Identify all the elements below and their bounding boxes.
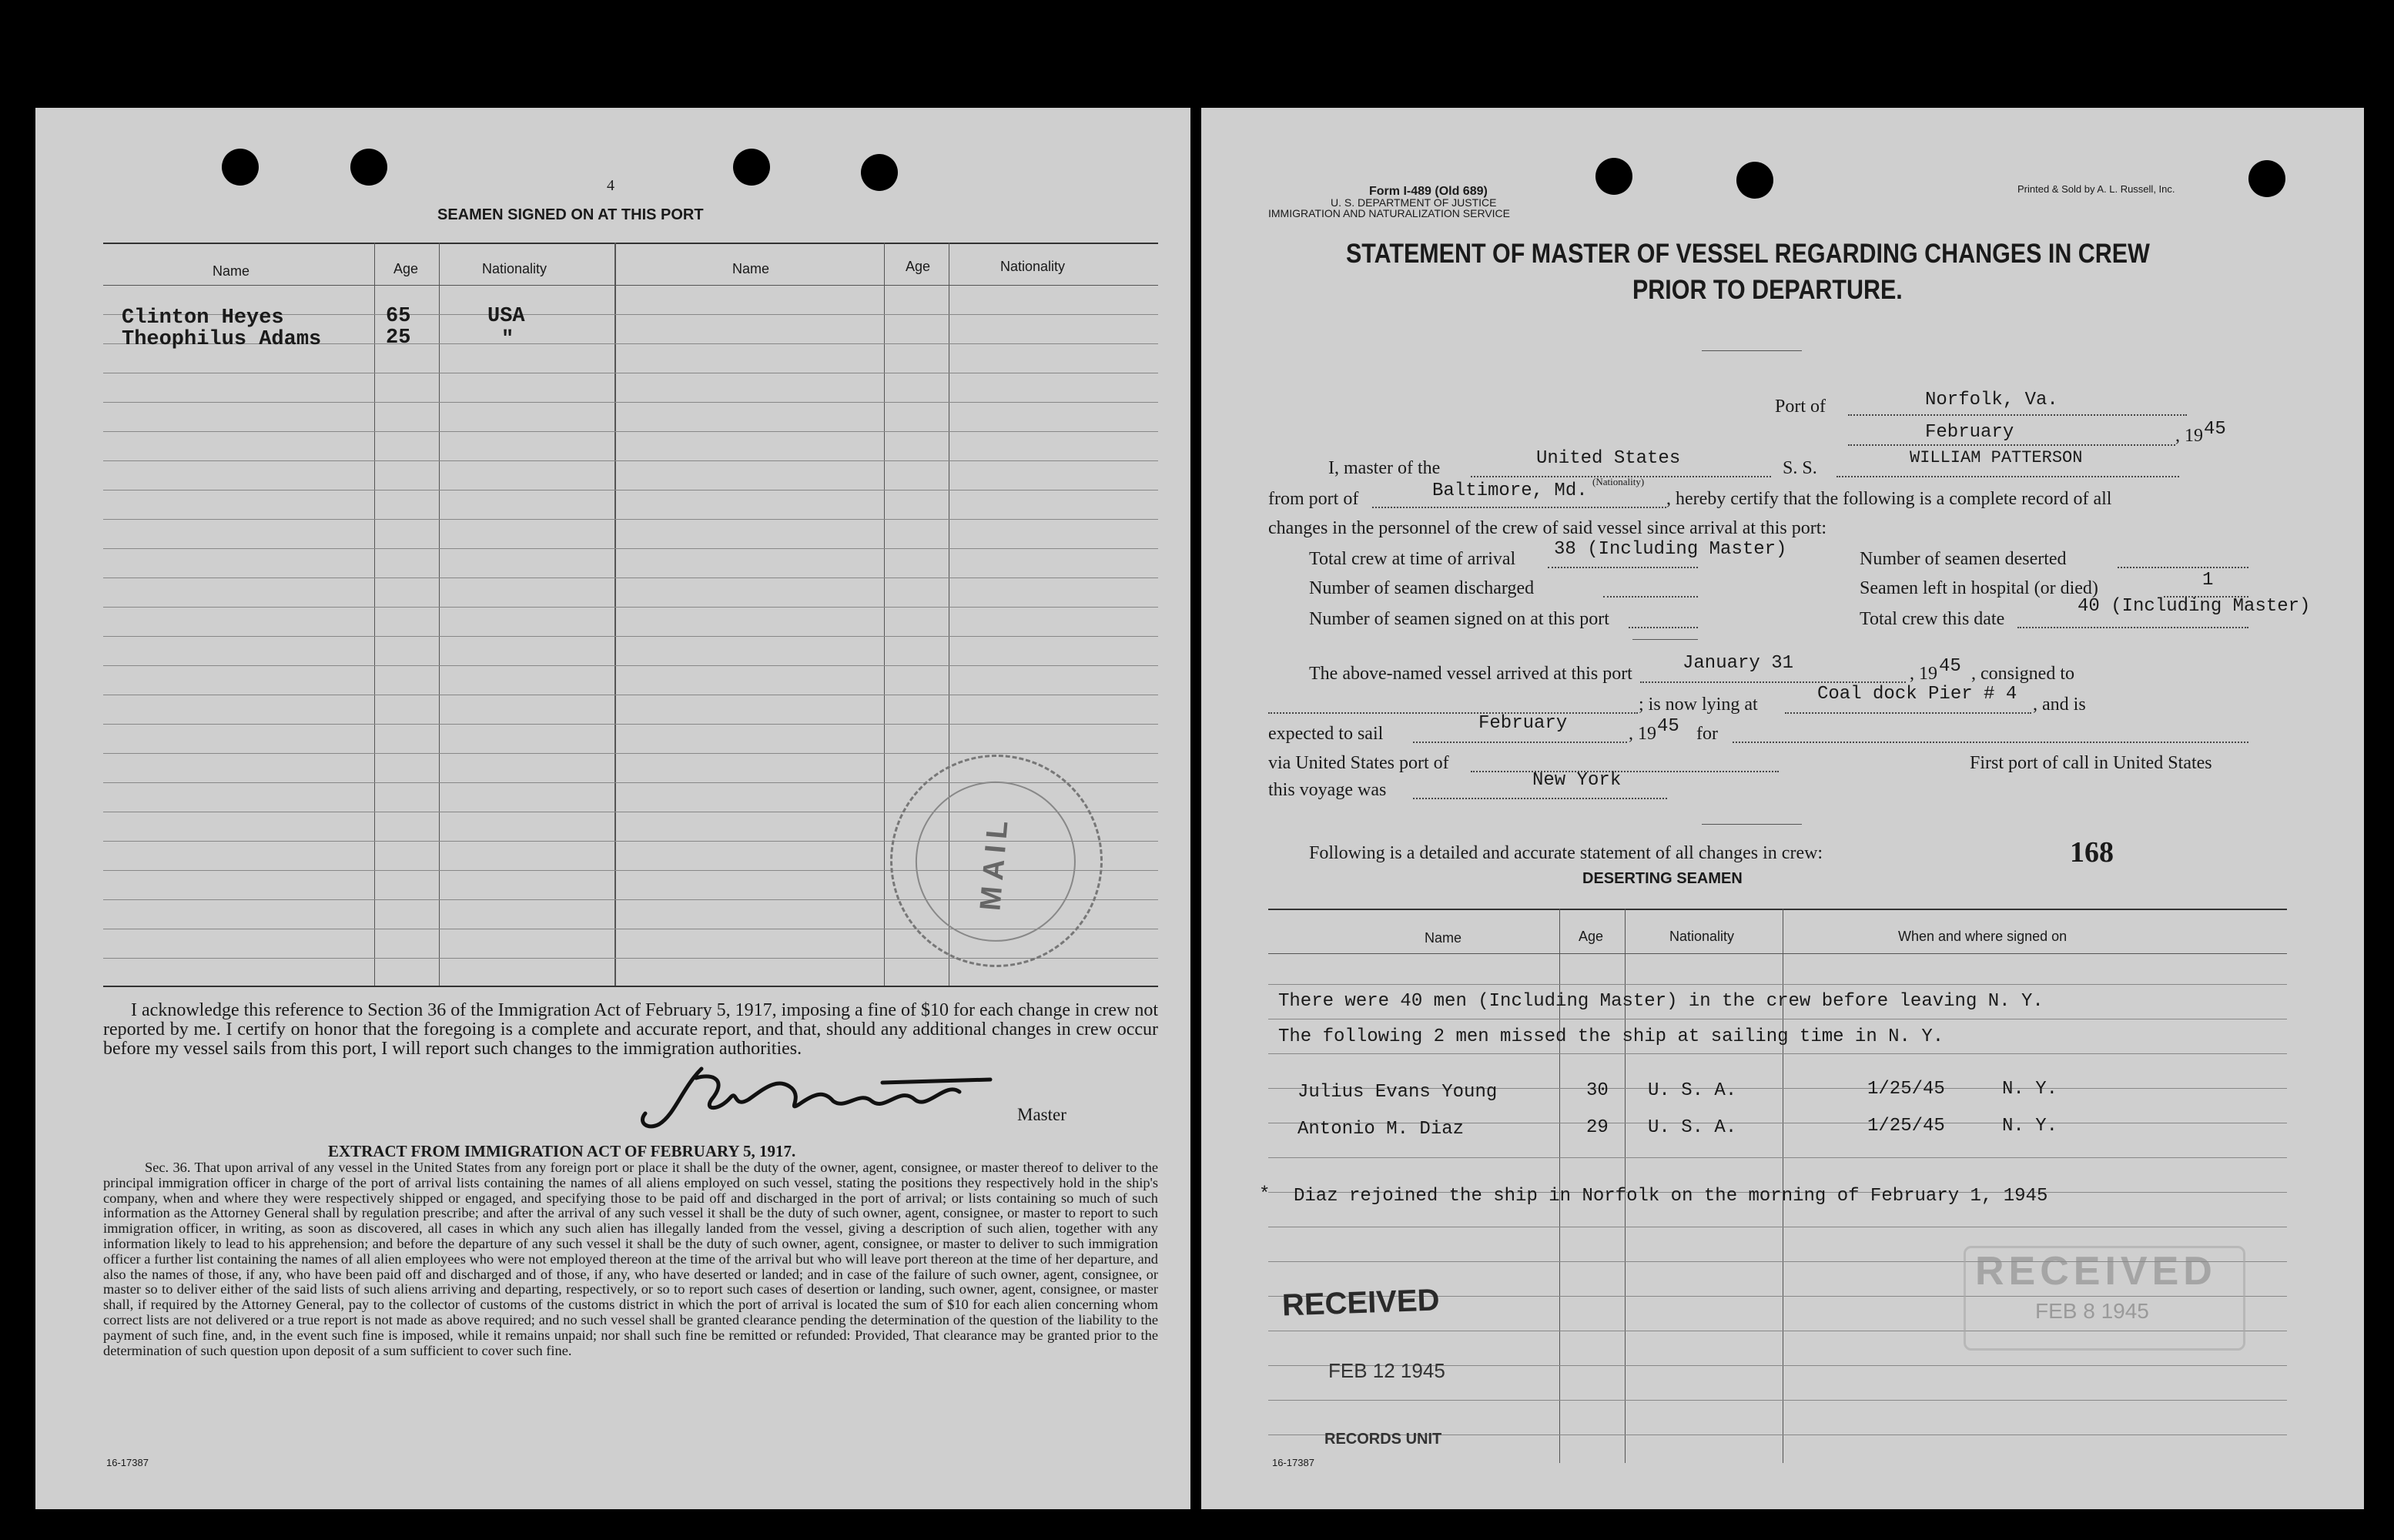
punch-hole <box>1736 162 1773 199</box>
deserter-age: 30 <box>1586 1080 1609 1101</box>
master-signature <box>628 1053 1075 1138</box>
consigned-label: , consigned to <box>1971 664 2074 684</box>
received-stamp-faint: RECEIVED FEB 8 1945 <box>1964 1246 2245 1351</box>
desert-header-nationality: Nationality <box>1669 929 1735 944</box>
lying-label: ; is now lying at <box>1639 695 1758 715</box>
expected-month: February <box>1478 713 1568 734</box>
deserter-signed-place: N. Y. <box>2002 1116 2058 1137</box>
ruled-line <box>103 724 1158 725</box>
nationality-caption: (Nationality) <box>1592 476 1645 487</box>
total-arrival-label: Total crew at time of arrival <box>1309 549 1516 569</box>
deserter-name: Julius Evans Young <box>1297 1082 1498 1103</box>
signed-on-label: Number of seamen signed on at this port <box>1309 609 1609 629</box>
ruled-line <box>103 665 1158 666</box>
deserting-title: DESERTING SEAMEN <box>1582 870 1743 887</box>
ruled-line <box>1268 1053 2287 1054</box>
desert-header-signed: When and where signed on <box>1898 929 2068 944</box>
arrived-date: January 31 <box>1682 653 1794 674</box>
form-code-right: 16-17387 <box>1272 1457 1314 1468</box>
vessel-nationality: United States <box>1536 448 1681 469</box>
arrived-year: 45 <box>1939 656 1961 677</box>
port-value: Norfolk, Va. <box>1925 390 2058 410</box>
crew-name: Theophilus Adams <box>122 328 322 351</box>
section-title: SEAMEN SIGNED ON AT THIS PORT <box>437 206 704 223</box>
deserter-signed-date: 1/25/45 <box>1867 1079 1945 1100</box>
form-title: STATEMENT OF MASTER OF VESSEL REGARDING CHANGES IN CREW <box>1346 239 2150 269</box>
form-code-left: 16-17387 <box>106 1457 149 1468</box>
hospital-label: Seamen left in hospital (or died) <box>1860 578 2098 598</box>
ruled-line <box>103 431 1158 432</box>
deserter-signed-date: 1/25/45 <box>1867 1116 1945 1137</box>
master-label: Master <box>1017 1105 1066 1124</box>
ruled-line <box>103 402 1158 403</box>
deserter-age: 29 <box>1586 1117 1609 1138</box>
header-age-1: Age <box>393 261 419 276</box>
year-prefix: , 19 <box>2175 426 2203 446</box>
total-date-label: Total crew this date <box>1860 609 2005 629</box>
port-label: Port of <box>1775 397 1826 417</box>
deserter-nationality: U. S. A. <box>1648 1117 1737 1138</box>
note-line: There were 40 men (Including Master) in the crew before leaving N. Y. <box>1278 991 2044 1012</box>
service-name: IMMIGRATION AND NATURALIZATION SERVICE <box>1268 207 1510 219</box>
header-age-2: Age <box>906 259 931 274</box>
date-month: February <box>1925 422 2014 443</box>
acknowledgment-text: I acknowledge this reference to Section 36 of the Immigration Act of February 5, 1917, imposing a fine of $10 for each change in crew not reported by me. I certify on honor that the foregoing is a complete and accurate report, and that, should any additional changes in crew occur before my vessel sails from this port, I will report such changes to the immigration authorities. <box>103 1000 1158 1059</box>
received-stamp: RECEIVED <box>1281 1283 1441 1323</box>
punch-hole <box>2248 160 2285 197</box>
ruled-line <box>1268 1157 2287 1158</box>
deserted-label: Number of seamen deserted <box>1860 549 2067 569</box>
extract-title: EXTRACT FROM IMMIGRATION ACT OF FEBRUARY 5, 1917. <box>328 1142 796 1160</box>
department-name: U. S. DEPARTMENT OF JUSTICE <box>1331 196 1497 209</box>
ruled-line <box>103 753 1158 754</box>
desert-header-age: Age <box>1579 929 1604 944</box>
voyage-label: this voyage was <box>1268 780 1387 800</box>
expected-label: expected to sail <box>1268 724 1384 744</box>
via-label: via United States port of <box>1268 753 1449 773</box>
rejoin-marker: * <box>1259 1184 1271 1205</box>
first-port-label: First port of call in United States <box>1970 753 2212 773</box>
note-line: The following 2 men missed the ship at sailing time in N. Y. <box>1278 1026 1944 1047</box>
total-arrival-value: 38 (Including Master) <box>1554 539 1787 560</box>
header-nationality-2: Nationality <box>1000 259 1066 274</box>
deserter-nationality: U. S. A. <box>1648 1080 1737 1101</box>
printer-credit: Printed & Sold by A. L. Russell, Inc. <box>2017 183 2175 195</box>
rejoin-note: Diaz rejoined the ship in Norfolk on the morning of February 1, 1945 <box>1294 1186 2048 1207</box>
from-port-label: from port of <box>1268 489 1359 509</box>
ruled-line <box>103 636 1158 637</box>
desert-header-name: Name <box>1425 930 1462 946</box>
ruled-line <box>103 607 1158 608</box>
header-name-2: Name <box>732 261 770 276</box>
crew-nationality: " <box>501 328 514 351</box>
ss-label: S. S. <box>1783 458 1817 478</box>
postmark-stamp: MAIL <box>881 745 1111 976</box>
from-port-value: Baltimore, Md. <box>1432 480 1588 501</box>
ruled-line <box>103 548 1158 549</box>
and-is-label: , and is <box>2033 695 2086 715</box>
arrived-year-prefix: , 19 <box>1910 664 1937 684</box>
received-date: FEB 12 1945 <box>1328 1359 1445 1382</box>
ruled-line <box>1268 984 2287 985</box>
lying-value: Coal dock Pier # 4 <box>1817 684 2017 705</box>
punch-hole <box>1595 158 1632 195</box>
crew-age: 65 <box>386 305 411 328</box>
ruled-line <box>103 519 1158 520</box>
for-label: for <box>1696 724 1718 744</box>
following-text: Following is a detailed and accurate statement of all changes in crew: <box>1309 843 1823 863</box>
page-number: 4 <box>607 177 614 194</box>
certify-text: , hereby certify that the following is a complete record of all <box>1666 489 2112 509</box>
expected-year: 45 <box>1657 716 1679 737</box>
voyage-value: New York <box>1532 770 1622 791</box>
form-number: Form I-489 (Old 689) <box>1369 185 1488 198</box>
hospital-value: 1 <box>2202 570 2214 591</box>
total-date-value: 40 (Including Master) <box>2078 596 2311 617</box>
records-unit: RECORDS UNIT <box>1324 1431 1442 1448</box>
punch-hole <box>222 149 259 186</box>
header-nationality-1: Nationality <box>482 261 547 276</box>
header-name-1: Name <box>213 263 250 279</box>
arrived-label: The above-named vessel arrived at this port <box>1309 664 1632 684</box>
ship-name: WILLIAM PATTERSON <box>1910 448 2083 467</box>
punch-hole <box>350 149 387 186</box>
deserter-name: Antonio M. Diaz <box>1297 1119 1465 1140</box>
punch-hole <box>733 149 770 186</box>
crew-nationality: USA <box>487 305 525 328</box>
crew-age: 25 <box>386 326 411 350</box>
changes-text: changes in the personnel of the crew of said vessel since arrival at this port: <box>1268 518 1827 538</box>
form-title-line2: PRIOR TO DEPARTURE. <box>1632 275 1903 305</box>
right-page <box>1201 108 2364 1509</box>
deserter-signed-place: N. Y. <box>2002 1079 2058 1100</box>
master-of-label: I, master of the <box>1328 458 1441 478</box>
punch-hole <box>861 154 898 191</box>
crew-name: Clinton Heyes <box>122 306 284 330</box>
ruled-line <box>103 460 1158 461</box>
year-value: 45 <box>2204 419 2226 440</box>
discharged-label: Number of seamen discharged <box>1309 578 1535 598</box>
extract-text: Sec. 36. That upon arrival of any vessel in the United States from any foreign port or place it shall be the duty of the owner, agent, consignee, or master thereof to deliver to the principal immigration officer in charge of the port of arrival lists containing the names of all aliens employed on such vessel, stating the positions they respectively hold in the ship's company, when and where they were respectively shipped or engaged, and specifying those to be paid off and discharged in the port of arrival; or lists containing so much of such information as the Attorney General shall by regulation prescribe; and after the arrival of any such vessel it shall be the duty of such owner, agent, consignee, or master to report to such immigration officer, in writing, as soon as discovered, all cases in which any such alien has illegally landed from the vessel, giving a description of such alien, together with any information likely to lead to his apprehension; and before the departure of any such vessel it shall be the duty of such owner, agent, consignee, or master to deliver to such immigration officer a further list containing the names of all alien employees who were not employed thereon at the time of the arrival but who will leave port thereon at the time of her departure, and also the names of those, if any, who have been paid off and discharged and of those, if any, who have deserted or landed; and in case of the failure of such owner, agent, consignee, or master so to deliver either of the said lists of such aliens arriving and departing, respectively, or so to report such cases of desertion or landing, such owner, agent, consignee, or master shall, if required by the Attorney General, pay to the collector of customs of the customs district in which the port of arrival is located the sum of $10 for each alien concerning whom correct lists are not delivered or a true report is not made as above required; and no such vessel shall be granted clearance pending the determination of the question of the liability to the payment of such fine, and, in the event such fine is imposed, while it remains unpaid; nor shall such fine be remitted or refunded: Provided, That clearance may be granted prior to the determination of such question upon deposit of a sum sufficient to cover such fine. <box>103 1160 1158 1358</box>
expected-year-prefix: , 19 <box>1629 724 1656 744</box>
document-number: 168 <box>2070 836 2114 869</box>
left-page <box>35 108 1190 1509</box>
ruled-line <box>1268 1400 2287 1401</box>
